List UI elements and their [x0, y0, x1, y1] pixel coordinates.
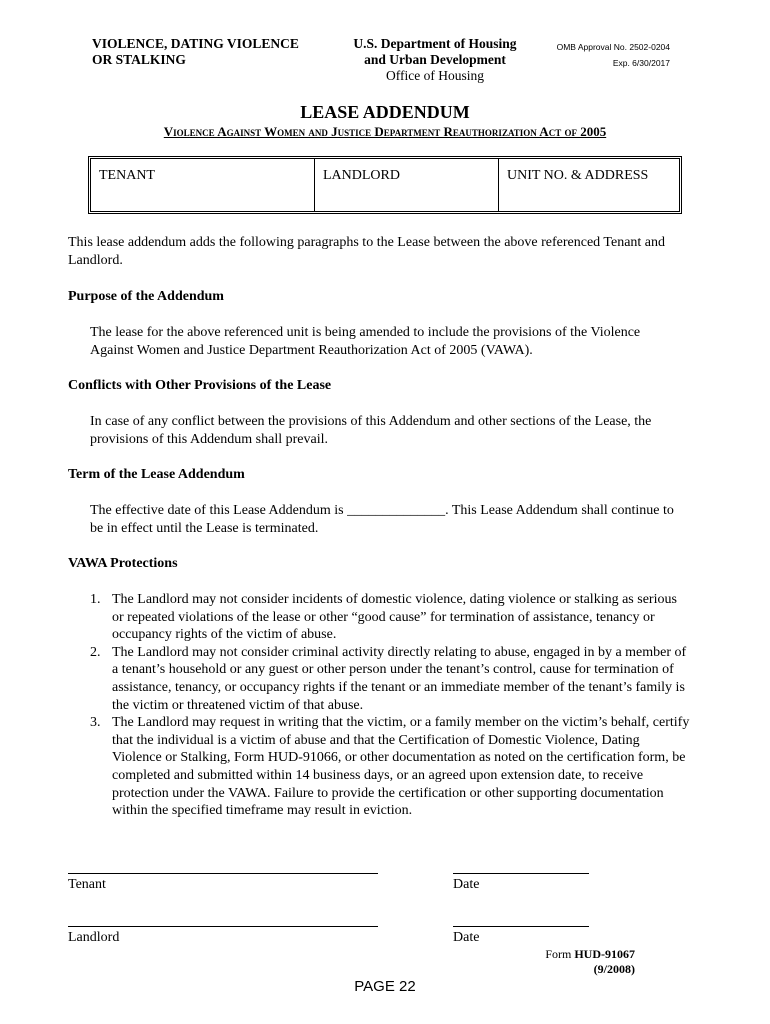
landlord-cell[interactable]: LANDLORD [315, 159, 499, 211]
header-omb [540, 39, 670, 71]
conflicts-text: In case of any conflict between the provisions of this Addendum and other sections of the Lease, the provisions of this Addendum shall prevail. [90, 414, 652, 447]
landlord-date-line[interactable] [453, 926, 589, 927]
list-item-number: 1. [90, 592, 101, 607]
form-label: Form [545, 947, 572, 961]
header-mid-line2: and Urban Development [364, 52, 506, 67]
term-text: The effective date of this Lease Addendum is ______________. This Lease Addendum shall continue to be in effect until the Lease is terminated. [90, 503, 674, 536]
intro-paragraph: This lease addendum adds the following paragraphs to the Lease between the above referenced Tenant and Landlord. [68, 235, 666, 268]
form-number: HUD-91067 [574, 947, 635, 961]
document-title: LEASE ADDENDUM [300, 102, 470, 122]
list-item-text: The Landlord may not consider incidents of domestic violence, dating violence or stalking as serious or repeated violations of the lease or other “good cause” for termination of assistance, tenancy or occupancy rights of the victim of abuse. [112, 592, 677, 643]
tenant-signature-label: Tenant [68, 877, 106, 892]
tenant-cell[interactable]: TENANT [91, 159, 315, 211]
page-number: PAGE 22 [354, 978, 416, 995]
omb-expiration: Exp. 6/30/2017 [612, 58, 670, 68]
document-subtitle: Violence Against Women and Justice Department Reauthorization Act of 2005 [163, 124, 607, 139]
vawa-protections-list [90, 591, 690, 820]
list-item [90, 644, 690, 714]
header-agency [330, 36, 540, 84]
list-item-number: 3. [90, 715, 101, 731]
list-item [90, 714, 690, 820]
vawa-heading: VAWA Protections [68, 556, 178, 571]
purpose-heading: Purpose of the Addendum [68, 289, 224, 304]
form-revision-date: (9/2008) [593, 962, 635, 976]
list-item-text: The Landlord may not consider criminal activity directly relating to abuse, engaged in by a member of a tenant’s household or any guest or other person under the tenant’s control, cause for termination of assistance, tenancy, or occupancy rights if the tenant or an immediate member of the tenant’s family is the victim or threatened victim of that abuse. [112, 644, 687, 713]
list-item-number: 2. [90, 644, 101, 660]
unit-address-cell[interactable]: UNIT NO. & ADDRESS [507, 168, 649, 183]
landlord-date-label: Date [453, 930, 480, 945]
tenant-date-line[interactable] [453, 873, 589, 874]
list-item [90, 591, 690, 644]
party-table [88, 156, 682, 214]
form-number-block [520, 947, 635, 977]
landlord-signature-label: Landlord [68, 930, 120, 945]
landlord-signature-line[interactable] [68, 926, 378, 927]
purpose-text: The lease for the above referenced unit is being amended to include the provisions of the Violence Against Women and Justice Department Reauthorization Act of 2005 (VAWA). [90, 325, 641, 358]
form-number-line [520, 947, 635, 962]
omb-approval: OMB Approval No. 2502-0204 [556, 42, 670, 52]
header-mid-line1: U.S. Department of Housing [353, 36, 517, 51]
tenant-signature-line[interactable] [68, 873, 378, 874]
header-left-line1: VIOLENCE, DATING VIOLENCE [92, 36, 299, 51]
header-left-line2: OR STALKING [92, 52, 186, 67]
conflicts-heading: Conflicts with Other Provisions of the Lease [68, 378, 332, 393]
header-mid-line3: Office of Housing [386, 68, 484, 83]
term-heading: Term of the Lease Addendum [68, 467, 245, 482]
header-program-title [92, 36, 299, 68]
list-item-text: The Landlord may request in writing that the victim, or a family member on the victim’s behalf, certify that the individual is a victim of abuse and that the Certification of Domestic Violence, Dating Violence or Stalking, Form HUD-91066, or other documentation as noted on the certification form, be completed and submitted within 14 business days, or an agreed upon extension date, to receive protection under the VAWA. Failure to provide the certification or other supporting documentation within the specified timeframe may result in eviction. [112, 715, 690, 819]
tenant-date-label: Date [453, 877, 480, 892]
